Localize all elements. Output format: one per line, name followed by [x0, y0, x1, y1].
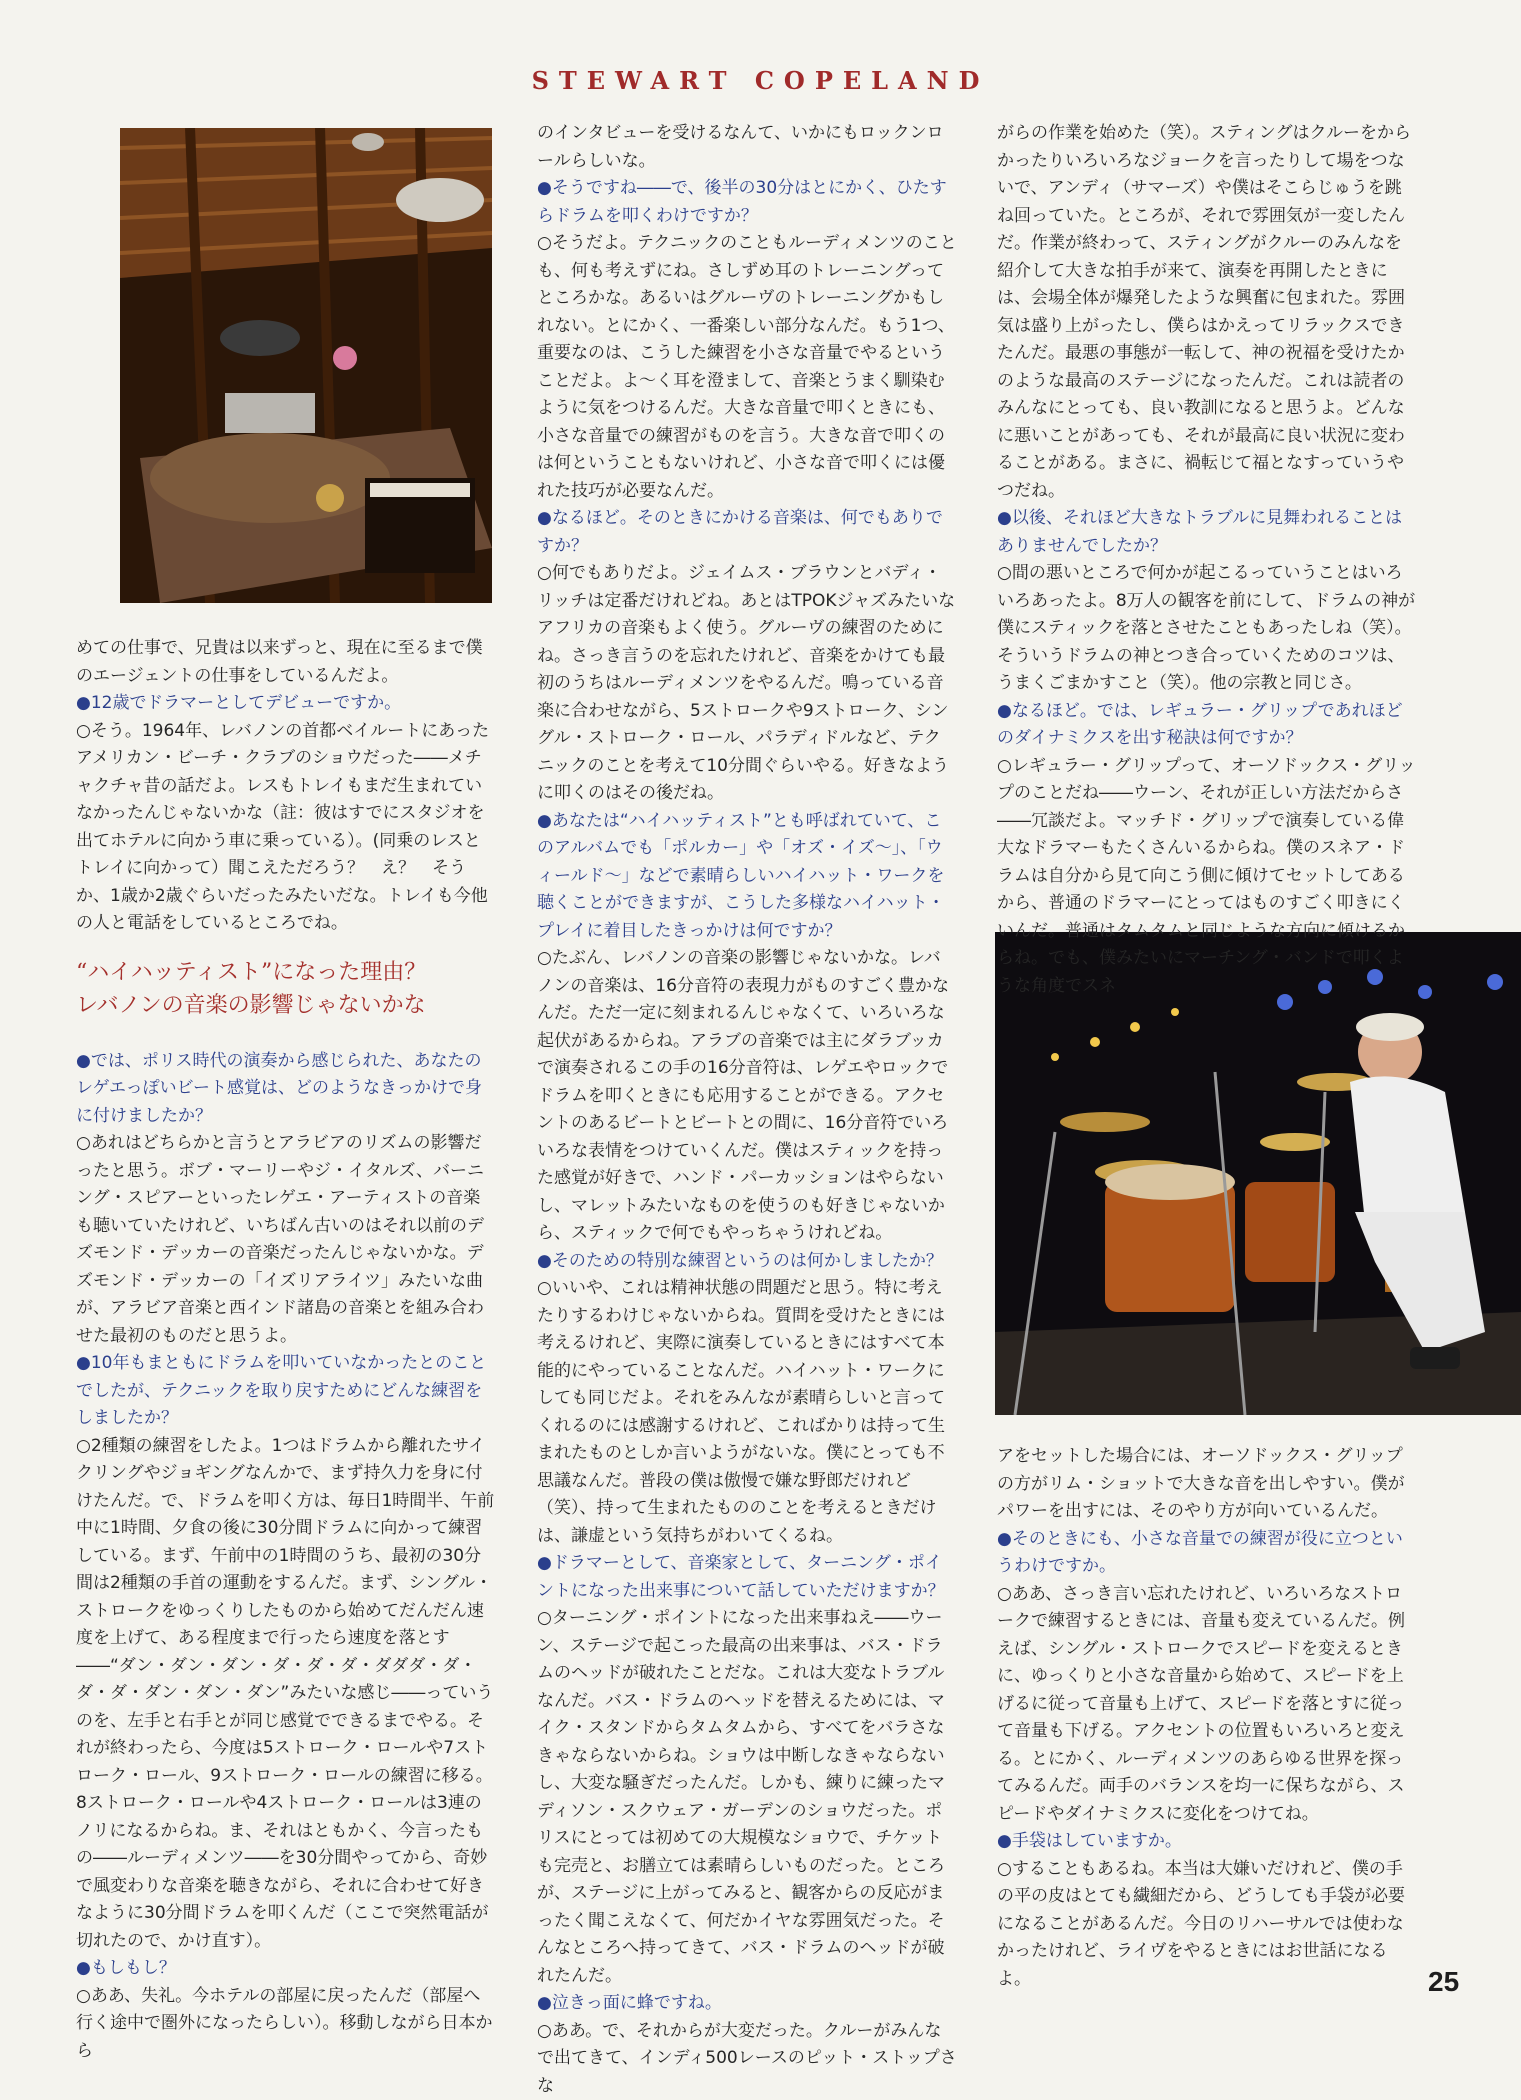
answer: ○ たぶん、レバノンの音楽の影響じゃないかな。レバノンの音楽は、16分音符の表現力がものすごく豊かなんだ。ただ一定に刻まれるんじゃなくて、いろいろな起伏があるからね。アラブの音楽では主にダラブッカで演奏されるこの手の16分音符は、レゲエやロックでドラムを叩くときにも応用することができる。アクセントのあるビートとビートとの間に、16分音符でいろいろな表情をつけていくんだ。僕はスティックを持った感覚が好きで、ハンド・パーカッションはやらないし、マレットみたいなものを使うのも好きじゃないから、スティックで何でもやっちゃうけれどね。 [537, 945, 957, 1248]
question: ● なるほど。では、レギュラー・グリップであれほどのダイナミクスを出す秘訣は何ですか？ [997, 698, 1417, 753]
answer: ○ 何でもありだよ。ジェイムス・ブラウンとバディ・リッチは定番だけれどね。あとはTPOKジャズみたいなアフリカの音楽もよく使う。グルーヴの練習のためにね。さっき言うのを忘れたけれど、音楽をかけても最初のうちはルーディメンツをやるんだ。鳴っている音楽に合わせながら、5ストロークや9ストローク、シングル・ストローク・ロール、パラディドルなど、テクニックのことを考えて10分間ぐらいやる。好きなように叩くのはその後だね。 [537, 560, 957, 808]
question: ● そのための特別な練習というのは何かしましたか？ [537, 1248, 957, 1276]
studio-photo [120, 128, 492, 603]
subheading-line-1: “ハイハッティスト”になった理由？ [76, 956, 496, 989]
question: ● そうですね――で、後半の30分はとにかく、ひたすらドラムを叩くわけですか？ [537, 175, 957, 230]
column-3-bottom [997, 1443, 1417, 1993]
subheading-line-2: レバノンの音楽の影響じゃないかな [76, 989, 496, 1022]
question: ● ドラマーとして、音楽家として、ターニング・ポイントになった出来事について話していただけますか？ [537, 1550, 957, 1605]
studio-photo-image [120, 128, 492, 603]
answer: ○ ターニング・ポイントになった出来事ねえ――ウーン、ステージで起こった最高の出来事は、バス・ドラムのヘッドが破れたことだな。これは大変なトラブルなんだ。バス・ドラムのヘッドを替えるためには、マイク・スタンドからタムタムから、すべてをバラさなきゃならないからね。ショウは中断しなきゃならないし、大変な騒ぎだったんだ。しかも、練りに練ったマディソン・スクウェア・ガーデンのショウだった。ポリスにとっては初めての大規模なショウで、チケットも完売と、お膳立ては素晴らしいものだった。ところが、ステージに上がってみると、観客からの反応がまったく聞こえなくて、何だかイヤな雰囲気だった。そんなところへ持ってきて、バス・ドラムのヘッドが破れたんだ。 [537, 1605, 957, 1990]
answer: ○ 間の悪いところで何かが起こるっていうことはいろいろあったよ。8万人の観客を前にして、ドラムの神が僕にスティックを落とさせたこともあったしね（笑）。そういうドラムの神とつき合っていくためのコツは、うまくごまかすこと（笑）。他の宗教と同じさ。 [997, 560, 1417, 698]
answer: ○ いいや、これは精神状態の問題だと思う。特に考えたりするわけじゃないからね。質問を受けたときには考えるけれど、実際に演奏しているときにはすべて本能的にやっていることなんだ。ハイハット・ワークにしても同じだよ。それをみんなが素晴らしいと言ってくれるのには感謝するけれど、こればかりは持って生まれたものとしか言いようがないな。僕にとっても不思議なんだ。普段の僕は傲慢で嫌な野郎だけれど（笑）、持って生まれたもののことを考えるときだけは、謙虚という気持ちがわいてくるね。 [537, 1275, 957, 1550]
col2-paragraph: のインタビューを受けるなんて、いかにもロックンロールらしいな。 [537, 120, 957, 175]
answer: ○ そうだよ。テクニックのこともルーディメンツのことも、何も考えずにね。さしずめ耳のトレーニングってところかな。あるいはグルーヴのトレーニングかもしれない。とにかく、一番楽しい部分なんだ。もう1つ、重要なのは、こうした練習を小さな音量でやるということだよ。よ〜く耳を澄まして、音楽とうまく馴染むように気をつけるんだ。大きな音量で叩くときにも、小さな音量での練習がものを言う。大きな音で叩くのは何ということもないけれど、小さな音で叩くには優れた技巧が必要なんだ。 [537, 230, 957, 505]
column-2 [537, 120, 957, 2100]
answer: ○ ああ、失礼。今ホテルの部屋に戻ったんだ（部屋へ行く途中で圏外になったらしい）。移動しながら日本から [76, 1983, 496, 2066]
question: ● 泣きっ面に蜂ですね。 [537, 1990, 957, 2018]
answer: ○ ああ。で、それからが大変だった。クルーがみんなで出てきて、インディ500レースのピット・ストップさな [537, 2018, 957, 2100]
column-3-top [997, 120, 1417, 1000]
question: ● では、ポリス時代の演奏から感じられた、あなたのレゲエっぽいビート感覚は、どのようなきっかけで身に付けましたか？ [76, 1048, 496, 1131]
drummer-photo-image [995, 932, 1521, 1415]
question: ● あなたは“ハイハッティスト”とも呼ばれていて、このアルバムでも「ポルカー」や「オズ・イズ〜」、「ウィールド〜」などで素晴らしいハイハット・ワークを聴くことができますが、こうした多様なハイハット・プレイに着目したきっかけは何ですか？ [537, 808, 957, 946]
question: ● もしもし？ [76, 1955, 496, 1983]
col3-paragraph: がらの作業を始めた（笑）。スティングはクルーをからかったりいろいろなジョークを言ったりして場をつないで、アンディ（サマーズ）や僕はそこらじゅうを跳ね回っていた。ところが、それで雰囲気が一変したんだ。作業が終わって、スティングがクルーのみんなを紹介して大きな拍手が来て、演奏を再開したときには、会場全体が爆発したような興奮に包まれた。雰囲気は盛り上がったし、僕らはかえってリラックスできたんだ。最悪の事態が一転して、神の祝福を受けたかのような最高のステージになったんだ。これは読者のみんなにとっても、良い教訓になると思うよ。どんなに悪いことがあっても、それが最高に良い状況に変わることがある。まさに、禍転じて福となすっていうやつだね。 [997, 120, 1417, 505]
question: ● 10年もまともにドラムを叩いていなかったとのことでしたが、テクニックを取り戻すためにどんな練習をしましたか？ [76, 1350, 496, 1433]
question: ● なるほど。そのときにかける音楽は、何でもありですか？ [537, 505, 957, 560]
col1-paragraph: めての仕事で、兄貴は以来ずっと、現在に至るまで僕のエージェントの仕事をしているんだよ。 [76, 635, 496, 690]
answer: ○ あれはどちらかと言うとアラビアのリズムの影響だったと思う。ボブ・マーリーやジ・イタルズ、バーニング・スピアーといったレゲエ・アーティストの音楽も聴いていたけれど、いちばん古いのはそれ以前のデズモンド・デッカーの音楽だったんじゃないかな。デズモンド・デッカーの「イズリアライツ」みたいな曲が、アラビア音楽と西インド諸島の音楽とを組み合わせた最初のものだと思うよ。 [76, 1130, 496, 1350]
answer: ○ 2種類の練習をしたよ。1つはドラムから離れたサイクリングやジョギングなんかで、まず持久力を身に付けたんだ。で、ドラムを叩く方は、毎日1時間半、午前中に1時間、夕食の後に30分間ドラムに向かって練習している。まず、午前中の1時間のうち、最初の30分間は2種類の手首の運動をするんだ。まず、シングル・ストロークをゆっくりしたものから始めてだんだん速度を上げて、ある程度まで行ったら速度を落とす――“ダン・ダン・ダン・ダ・ダ・ダ・ダダダ・ダ・ダ・ダ・ダン・ダン・ダン”みたいな感じ――っていうのを、左手と右手とが同じ感覚でできるまでやる。それが終わったら、今度は5ストローク・ロールや7ストローク・ロール、9ストローク・ロールの練習に移る。8ストローク・ロールや4ストローク・ロールは3連のノリになるからね。ま、それはともかく、今言ったもの――ルーディメンツ――を30分間やってから、奇妙で風変わりな音楽を聴きながら、それに合わせて好きなように30分間ドラムを叩くんだ（ここで突然電話が切れたので、かけ直す）。 [76, 1433, 496, 1956]
answer: ○ レギュラー・グリップって、オーソドックス・グリップのことだね――ウーン、それが正しい方法だからさ――冗談だよ。マッチド・グリップで演奏している偉大なドラマーもたくさんいるからね。僕のスネア・ドラムは自分から見て向こう側に傾けてセットしてあるから、普通のドラマーにとってはものすごく叩きにくいんだ。普通はタムタムと同じような方向に傾けるからね。でも、僕みたいにマーチング・バンドで叩くような角度でスネ [997, 753, 1417, 1001]
answer: ○ ああ、さっき言い忘れたけれど、いろいろなストロークで練習するときには、音量も変えているんだ。例えば、シングル・ストロークでスピードを変えるときに、ゆっくりと小さな音量から始めて、スピードを上げるに従って音量も上げて、スピードを落とすに従って音量も下げる。アクセントの位置もいろいろと変える。とにかく、ルーディメンツのあらゆる世界を探ってみるんだ。両手のバランスを均一に保ちながら、スピードやダイナミクスに変化をつけてね。 [997, 1581, 1417, 1829]
question: ● 手袋はしていますか。 [997, 1828, 1417, 1856]
question: ● 以後、それほど大きなトラブルに見舞われることはありませんでしたか？ [997, 505, 1417, 560]
drummer-photo [995, 932, 1521, 1415]
answer: ○ そう。1964年、レバノンの首都ベイルートにあったアメリカン・ビーチ・クラブのショウだった――メチャクチャ昔の話だよ。レスもトレイもまだ生まれていなかったんじゃないかな（註：彼はすでにスタジオを出てホテルに向かう車に乗っている）。(同乗のレスとトレイに向かって）聞こえただろう？ え？ そうか、1歳か2歳ぐらいだったみたいだな。トレイも今他の人と電話をしているところでね。 [76, 718, 496, 938]
question: ● そのときにも、小さな音量での練習が役に立つというわけですか。 [997, 1526, 1417, 1581]
question: ● 12歳でドラマーとしてデビューですか。 [76, 690, 496, 718]
col3-paragraph: アをセットした場合には、オーソドックス・グリップの方がリム・ショットで大きな音を出しやすい。僕がパワーを出すには、そのやり方が向いているんだ。 [997, 1443, 1417, 1526]
page-header-title: STEWART COPELAND [0, 66, 1521, 95]
page-number: 25 [1428, 1966, 1459, 1998]
section-subheading [76, 956, 496, 1022]
answer: ○ することもあるね。本当は大嫌いだけれど、僕の手の平の皮はとても繊細だから、どうしても手袋が必要になることがあるんだ。今日のリハーサルでは使わなかったけれど、ライヴをやるときにはお世話になるよ。 [997, 1856, 1417, 1994]
column-1 [76, 635, 496, 2065]
